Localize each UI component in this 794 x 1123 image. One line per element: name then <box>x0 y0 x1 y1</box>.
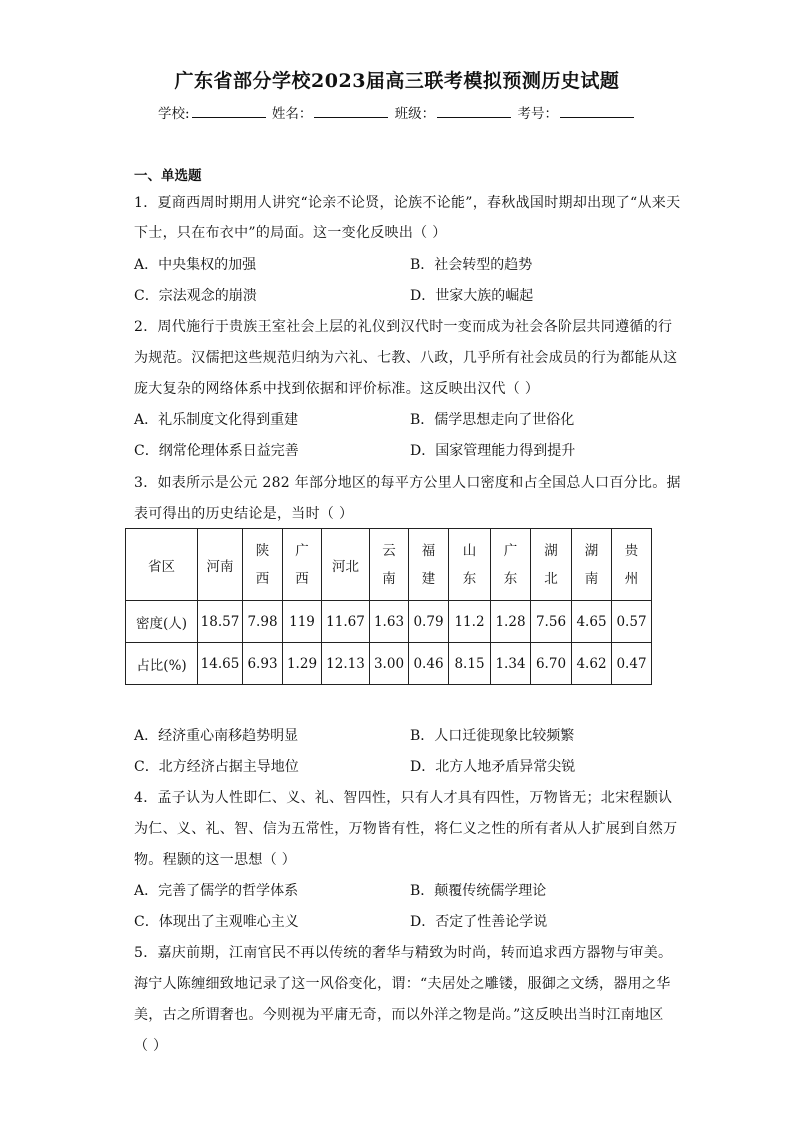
table-cell: 1.63 <box>370 601 409 643</box>
table-header-cell: 陕 西 <box>243 529 283 601</box>
q1-stem-line-1: 1．夏商西周时期用人讲究“论亲不论贤，论族不论能”，春秋战国时期却出现了“从来天 <box>134 195 681 211</box>
section-title: 一、单选题 <box>134 168 202 184</box>
table-cell: 11.67 <box>322 601 370 643</box>
q3-stem-line-1: 3．如表所示是公元 282 年部分地区的每平方公里人口密度和占全国总人口百分比。据 <box>134 475 681 491</box>
table-header-cell: 湖 南 <box>572 529 612 601</box>
q2-stem-line-3: 庞大复杂的网络体系中找到依据和评价标准。这反映出汉代（ ） <box>134 381 540 397</box>
table-row-label: 密度(人) <box>126 601 198 643</box>
q1-option-c[interactable]: C．宗法观念的崩溃 <box>134 288 257 304</box>
q4-option-b[interactable]: B．颠覆传统儒学理论 <box>410 883 547 899</box>
table-cell: 18.57 <box>198 601 243 643</box>
q4-option-a[interactable]: A．完善了儒学的哲学体系 <box>134 883 299 899</box>
table-cell: 14.65 <box>198 643 243 685</box>
name-label: 姓名： <box>271 106 313 122</box>
name-blank[interactable] <box>314 105 388 118</box>
table-cell: 7.98 <box>243 601 283 643</box>
q4-stem-line-2: 为仁、义、礼、智、信为五常性，万物皆有性，将仁义之性的所有者从人扩展到自然万 <box>134 821 678 837</box>
table-header-cell: 广 西 <box>283 529 322 601</box>
table-header-province: 省区 <box>126 529 198 601</box>
table-cell: 1.28 <box>491 601 531 643</box>
student-info-line <box>0 102 794 122</box>
class-label: 班级： <box>394 106 436 122</box>
q3-option-c[interactable]: C．北方经济占据主导地位 <box>134 759 299 775</box>
population-table <box>125 528 652 685</box>
table-cell: 119 <box>283 601 322 643</box>
exam-title: 广东省部分学校2023届高三联考模拟预测历史试题 <box>174 70 620 92</box>
table-header-row <box>126 529 652 601</box>
table-cell: 1.34 <box>491 643 531 685</box>
q3-option-a[interactable]: A．经济重心南移趋势明显 <box>134 728 299 744</box>
q5-stem-line-4: （ ） <box>134 1038 168 1054</box>
q3-option-d[interactable]: D．北方人地矛盾异常尖锐 <box>410 759 576 775</box>
q4-stem-line-3: 物。程颢的这一思想（ ） <box>134 852 297 868</box>
q4-option-c[interactable]: C．体现出了主观唯心主义 <box>134 914 299 930</box>
q5-stem-line-3: 美，古之所谓奢也。今则视为平庸无奇，而以外洋之物是尚。”这反映出当时江南地区 <box>134 1007 664 1023</box>
table-cell: 6.70 <box>531 643 572 685</box>
q1-option-b[interactable]: B．社会转型的趋势 <box>410 257 533 273</box>
table-cell: 0.47 <box>612 643 652 685</box>
table-cell: 11.2 <box>449 601 491 643</box>
class-blank[interactable] <box>437 105 511 118</box>
q3-option-b[interactable]: B．人口迁徙现象比较频繁 <box>410 728 575 744</box>
table-cell: 3.00 <box>370 643 409 685</box>
table-cell: 4.62 <box>572 643 612 685</box>
table-header-cell: 云 南 <box>370 529 409 601</box>
q2-stem-line-1: 2．周代施行于贵族王室社会上层的礼仪到汉代时一变而成为社会各阶层共同遵循的行 <box>134 319 673 335</box>
table-header-cell: 福 建 <box>409 529 449 601</box>
table-cell: 6.93 <box>243 643 283 685</box>
q1-stem-line-2: 下士，只在布衣中”的局面。这一变化反映出（ ） <box>134 225 447 241</box>
q4-option-d[interactable]: D．否定了性善论学说 <box>410 914 548 930</box>
table-header-cell: 河南 <box>198 529 243 601</box>
q3-stem-line-2: 表可得出的历史结论是，当时（ ） <box>134 506 354 522</box>
table-cell: 7.56 <box>531 601 572 643</box>
table-row <box>126 643 652 685</box>
table-header-cell: 山 东 <box>449 529 491 601</box>
table-header-cell: 广 东 <box>491 529 531 601</box>
table-header-cell: 贵 州 <box>612 529 652 601</box>
table-row <box>126 601 652 643</box>
exam-no-label: 考号： <box>517 106 558 122</box>
exam-no-blank[interactable] <box>560 105 634 118</box>
table-cell: 8.15 <box>449 643 491 685</box>
table-cell: 4.65 <box>572 601 612 643</box>
q2-option-d[interactable]: D．国家管理能力得到提升 <box>410 443 576 459</box>
school-blank[interactable] <box>192 105 266 118</box>
q2-option-a[interactable]: A．礼乐制度文化得到重建 <box>134 412 299 428</box>
table-cell: 1.29 <box>283 643 322 685</box>
table-cell: 0.57 <box>612 601 652 643</box>
q2-option-c[interactable]: C．纲常伦理体系日益完善 <box>134 443 299 459</box>
table-cell: 0.79 <box>409 601 449 643</box>
table-header-cell: 河北 <box>322 529 370 601</box>
q2-option-b[interactable]: B．儒学思想走向了世俗化 <box>410 412 575 428</box>
table-header-cell: 湖 北 <box>531 529 572 601</box>
q1-option-d[interactable]: D．世家大族的崛起 <box>410 288 534 304</box>
table-row-label: 占比(%) <box>126 643 198 685</box>
q4-stem-line-1: 4．孟子认为人性即仁、义、礼、智四性，只有人才具有四性，万物皆无；北宋程颢认 <box>134 790 673 806</box>
q5-stem-line-1: 5．嘉庆前期，江南官民不再以传统的奢华与精致为时尚，转而追求西方器物与审美。 <box>134 945 673 961</box>
q2-stem-line-2: 为规范。汉儒把这些规范归纳为六礼、七教、八政，几乎所有社会成员的行为都能从这 <box>134 350 678 366</box>
table-cell: 12.13 <box>322 643 370 685</box>
q5-stem-line-2: 海宁人陈缠细致地记录了这一风俗变化，谓：“夫居处之雕镂，服御之文绣，器用之华 <box>134 976 671 992</box>
table-cell: 0.46 <box>409 643 449 685</box>
school-label: 学校: <box>158 106 190 122</box>
q1-option-a[interactable]: A．中央集权的加强 <box>134 257 257 273</box>
